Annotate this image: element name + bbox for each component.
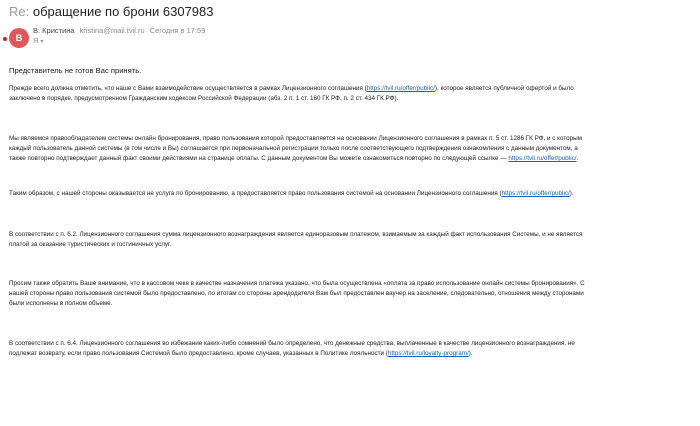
p2-line-2: каждый пользователь данной системы (в том числе и Вы) соглашается при первоначальной регистрации только после соответствующего подтверждения ознакомления с данным документом, а — [9, 145, 578, 152]
sender-name[interactable]: В. Кристина — [33, 26, 75, 35]
p5-line-3: были исполнены в полном объеме. — [9, 300, 113, 307]
paragraph-2 — [9, 134, 693, 164]
paragraph-5 — [9, 279, 693, 309]
p2-text-4: . — [576, 155, 579, 162]
offer-link[interactable]: https://tvil.ru/offer/public/ — [501, 190, 570, 197]
message-body — [9, 66, 693, 359]
unread-dot-icon[interactable] — [3, 37, 7, 41]
avatar[interactable]: В — [9, 28, 29, 48]
p4-line-1: В соответствии с п. 6.2. Лицензионного соглашения сумма лицензионного вознаграждения является единоразовым платежом, взимаемым за каждый факт использования Системы, и не является — [9, 231, 583, 238]
p6-text-3: ). — [468, 350, 473, 357]
loyalty-link[interactable]: https://tvil.ru/loyalty-program/ — [387, 350, 469, 357]
p6-text-2: подлежат возврату, если право пользования Системой было предоставлено, кроме случаев, указанных в Политике лояльности ( — [9, 350, 388, 357]
p1-line-2: заключено в порядке, предусмотренном Гражданским кодексом Российской Федерации (абз. 2 п. 1 ст. 160 ГК РФ, п. 2 ст. 434 ГК РФ). — [9, 95, 399, 102]
p4-line-2: платой за оказание туристических и гостиничных услуг. — [9, 241, 172, 248]
paragraph-4 — [9, 230, 693, 250]
p3-text-2: ). — [569, 190, 574, 197]
sender-email[interactable]: kristina@mail.tvil.ru — [79, 26, 145, 35]
p1-text-1: Прежде всего должна отметить, что наше с Вами взаимодействие осуществляется в рамках Лицензионного соглашения ( — [9, 85, 367, 92]
offer-link[interactable]: https://tvil.ru/offer/public/ — [366, 85, 435, 92]
offer-link[interactable]: https://tvil.ru/offer/public/ — [508, 155, 577, 162]
paragraph-1 — [9, 84, 693, 104]
p2-text-3: также повторно подтверждает данный факт своими действиями на странице оплаты. С данным документом Вы можете ознакомиться повторно по следующей ссылке — — [9, 155, 509, 162]
recipient-line[interactable] — [33, 36, 43, 45]
chevron-down-icon[interactable]: ▾ — [40, 39, 44, 45]
sender-line — [33, 26, 205, 35]
reply-prefix: Re: — [9, 4, 30, 19]
message-date: Сегодня в 17:59 — [149, 26, 206, 35]
greeting: Представитель не готов Вас принять. — [9, 66, 142, 75]
message-subject — [9, 4, 214, 19]
p6-line-1: В соответствии с п. 6.4. Лицензионного соглашения во избежание каких-либо сомнений было определено, что денежные средства, выплаченные в качестве лицензионного вознаграждения, не — [9, 340, 575, 347]
subject-text: обращение по брони 6307983 — [29, 4, 214, 19]
p5-line-1: Просим также обратить Ваше внимание, что в кассовом чеке в качестве назначения платежа указано, что была осуществлена «оплата за право использование онлайн системы бронирования». С — [9, 280, 585, 287]
p1-text-2: ), которое является публичной офертой и было — [434, 85, 574, 92]
p5-line-2: нашей стороны право пользования системой было предоставлено, по итогам со стороны арендодателя Вам был предоставлен ваучер на заселение, следовательно, отношения между сторонами — [9, 290, 584, 297]
message-header — [0, 25, 700, 49]
recipient: Я — [33, 36, 39, 45]
p2-line-1: Мы являемся правообладателем системы онлайн бронирования, право пользования которой предоставляется на основании Лицензионного соглашения в рамках п. 5 ст. 1286 ГК РФ, и с которым — [9, 135, 583, 142]
paragraph-6 — [9, 339, 693, 359]
p3-text-1: Таким образом, с нашей стороны оказывается не услуга по бронированию, а предоставляется право пользования системой на основании Лицензионного соглашения ( — [9, 190, 502, 197]
paragraph-3 — [9, 189, 693, 199]
